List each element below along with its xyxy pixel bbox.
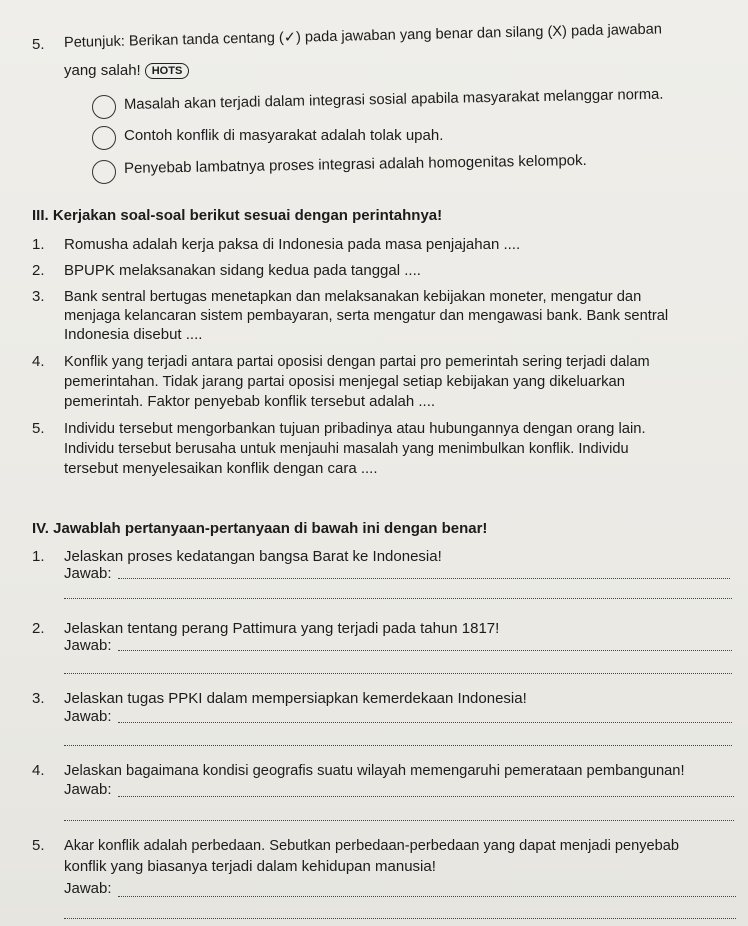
s4-q3-answer-label: Jawab: <box>64 708 112 725</box>
s4-q5-answer-label: Jawab: <box>64 880 112 897</box>
option-1-text: Masalah akan terjadi dalam integrasi sosial apabila masyarakat melanggar norma. <box>123 86 664 113</box>
option-3-circle[interactable] <box>92 160 116 184</box>
s4-q2-text: Jelaskan tentang perang Pattimura yang terjadi pada tahun 1817! <box>64 620 500 637</box>
q5-instruction-line1: Petunjuk: Berikan tanda centang (✓) pada jawaban yang benar dan silang (X) pada jawaban <box>63 21 663 51</box>
option-1-circle[interactable] <box>92 95 116 119</box>
option-2-circle[interactable] <box>92 126 116 150</box>
s4-q1-answer-label: Jawab: <box>64 565 112 582</box>
s4-q5-line2: konflik yang biasanya terjadi dalam kehidupan manusia! <box>64 858 436 875</box>
s3-q4-line1: Konflik yang terjadi antara partai oposisi dengan partai pro pemerintah sering terjadi dalam <box>64 354 650 370</box>
s4-q4-answer-label: Jawab: <box>64 781 112 798</box>
s4-q5-line1: Akar konflik adalah perbedaan. Sebutkan perbedaan-perbedaan yang dapat menjadi penyebab <box>64 838 680 854</box>
s3-q2-number: 2. <box>32 262 45 279</box>
s3-q1-text: Romusha adalah kerja paksa di Indonesia pada masa penjajahan .... <box>64 236 521 253</box>
s4-q4-number: 4. <box>32 762 45 779</box>
s4-q3-text: Jelaskan tugas PPKI dalam mempersiapkan kemerdekaan Indonesia! <box>64 690 527 707</box>
s3-q5-number: 5. <box>32 420 45 437</box>
s3-q5-line1: Individu tersebut mengorbankan tujuan pribadinya atau hubungannya dengan orang lain. <box>64 421 646 437</box>
s3-q3-number: 3. <box>32 288 45 305</box>
s3-q3-line2: menjaga kelancaran sistem pembayaran, serta mengatur dan mengawasi bank. Bank sentral <box>64 308 669 324</box>
s3-q4-line2: pemerintahan. Tidak jarang partai oposisi menjegal setiap kebijakan yang dikeluarkan <box>64 374 625 390</box>
s3-q3-line1: Bank sentral bertugas menetapkan dan melaksanakan kebijakan moneter, mengatur dan <box>64 289 642 305</box>
s4-q3-answer-line-2[interactable] <box>64 745 732 746</box>
section-4-heading: IV. Jawablah pertanyaan-pertanyaan di bawah ini dengan benar! <box>32 520 488 537</box>
s3-q1-number: 1. <box>32 236 45 253</box>
option-3-text: Penyebab lambatnya proses integrasi adalah homogenitas kelompok. <box>123 151 587 177</box>
s3-q5-line3: tersebut menyelesaikan konflik dengan cara .... <box>64 460 378 477</box>
s3-q4-line3: pemerintah. Faktor penyebab konflik tersebut adalah .... <box>64 393 436 410</box>
section-3-heading: III. Kerjakan soal-soal berikut sesuai dengan perintahnya! <box>32 207 443 224</box>
s4-q5-number: 5. <box>32 837 45 854</box>
s4-q1-answer-line[interactable] <box>118 578 730 579</box>
s3-q3-line3: Indonesia disebut .... <box>64 326 203 343</box>
q5-instruction-line2 <box>64 62 189 80</box>
s4-q1-text: Jelaskan proses kedatangan bangsa Barat ke Indonesia! <box>64 548 442 565</box>
s4-q1-number: 1. <box>32 548 45 565</box>
q5-number: 5. <box>32 36 45 53</box>
s4-q4-answer-line-2[interactable] <box>64 820 734 821</box>
s4-q5-answer-line[interactable] <box>118 896 736 897</box>
s4-q2-answer-line-2[interactable] <box>64 673 732 674</box>
s4-q4-text: Jelaskan bagaimana kondisi geografis suatu wilayah memengaruhi pemerataan pembangunan! <box>64 763 685 779</box>
s4-q5-answer-line-2[interactable] <box>64 918 736 919</box>
s4-q2-number: 2. <box>32 620 45 637</box>
s4-q2-answer-line[interactable] <box>118 650 732 651</box>
s4-q4-answer-line[interactable] <box>118 796 734 797</box>
s4-q3-number: 3. <box>32 690 45 707</box>
s4-q3-answer-line[interactable] <box>118 722 732 723</box>
hots-badge: HOTS <box>145 63 190 79</box>
q5-instruction-text: yang salah! <box>64 62 141 79</box>
s3-q2-text: BPUPK melaksanakan sidang kedua pada tanggal .... <box>64 262 421 279</box>
s3-q4-number: 4. <box>32 353 45 370</box>
s4-q1-answer-line-2[interactable] <box>64 598 732 599</box>
s4-q2-answer-label: Jawab: <box>64 637 112 654</box>
option-2-text: Contoh konflik di masyarakat adalah tolak upah. <box>124 127 444 144</box>
s3-q5-line2: Individu tersebut berusaha untuk menjauhi masalah yang menimbulkan konflik. Individu <box>64 441 629 457</box>
